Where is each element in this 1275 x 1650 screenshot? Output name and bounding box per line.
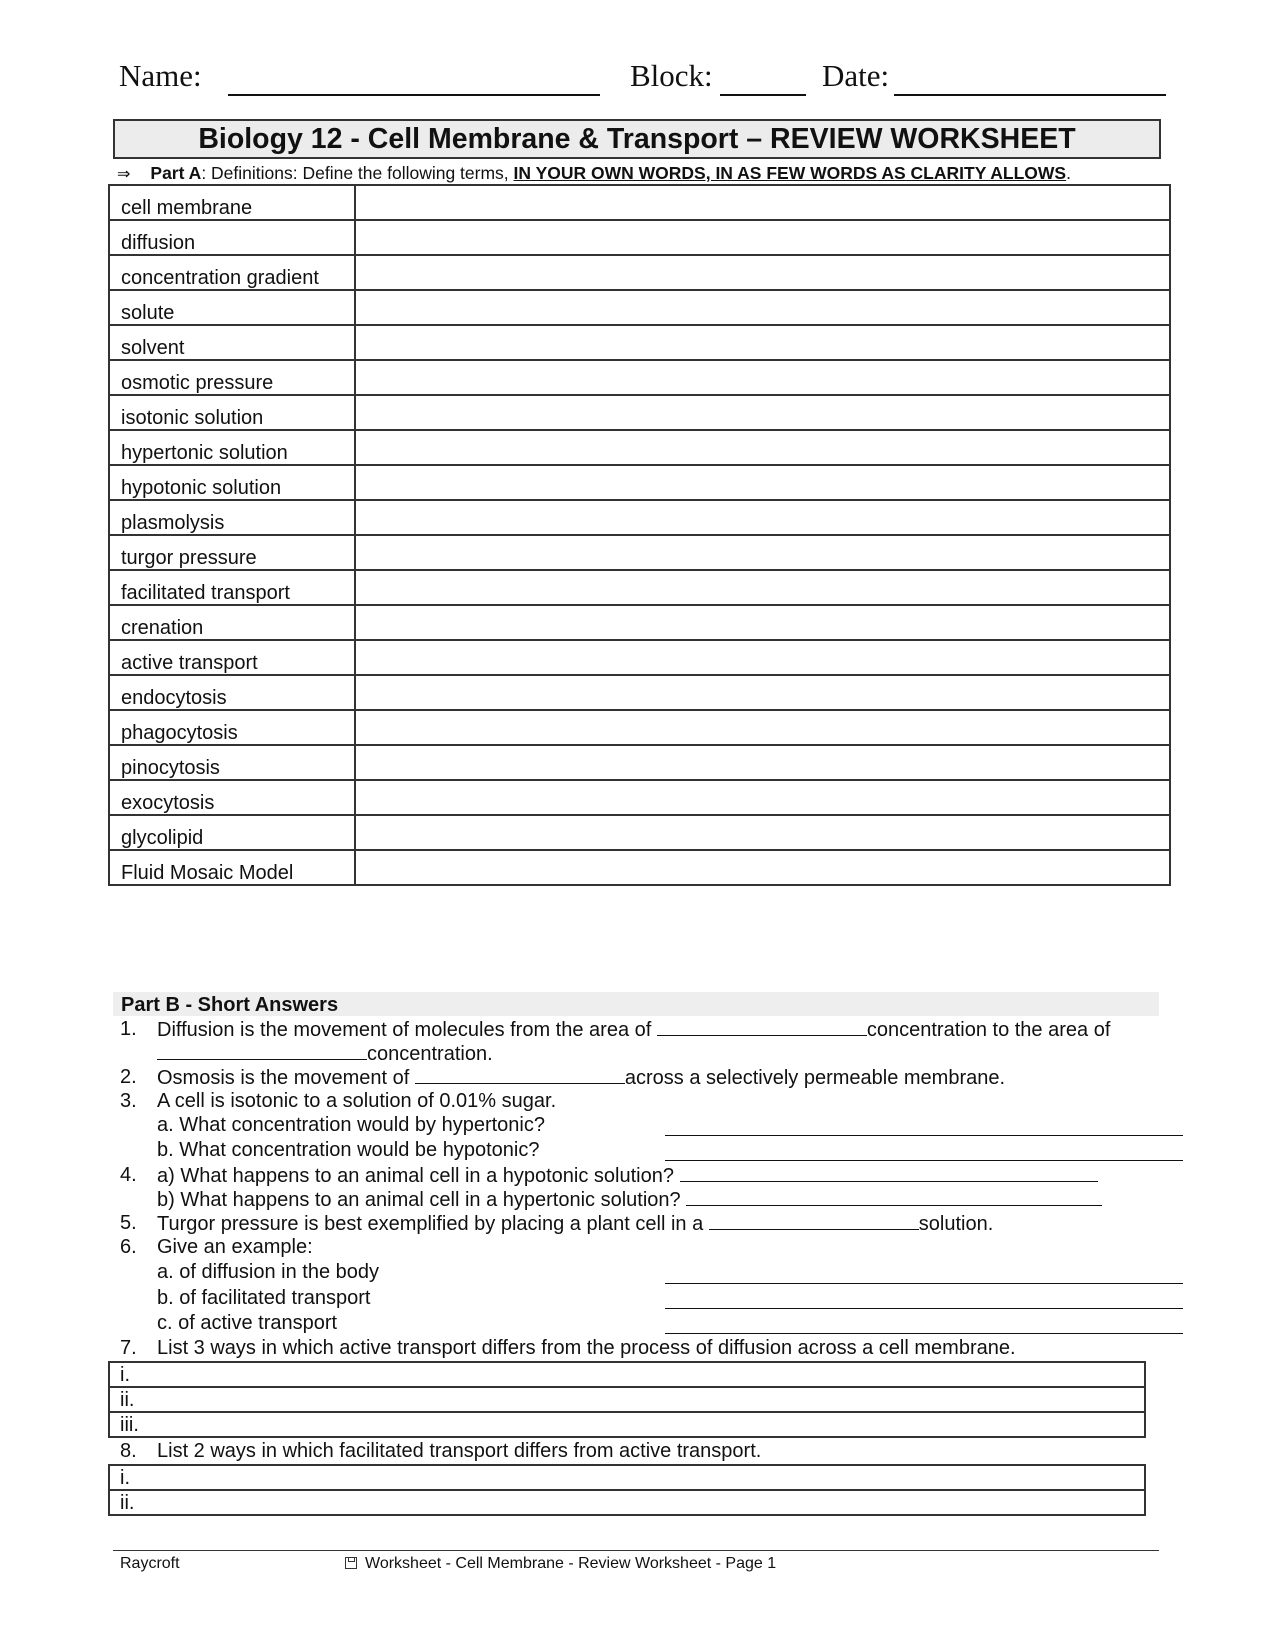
definition-answer-cell[interactable] [355, 325, 1170, 360]
definition-term: solute [109, 290, 355, 325]
q1-blank-1[interactable] [657, 1017, 867, 1036]
definition-answer-cell[interactable] [355, 430, 1170, 465]
q6a-text: a. of diffusion in the body [157, 1261, 380, 1283]
definition-row [109, 325, 1170, 360]
q4a-blank[interactable] [680, 1163, 1098, 1182]
q1-blank-2[interactable] [157, 1041, 367, 1060]
part-a-end: . [1066, 163, 1071, 183]
q3a-text: a. What concentration would by hypertonic? [157, 1114, 545, 1136]
q7-answer-cell[interactable]: iii. [109, 1412, 1145, 1437]
definition-term: osmotic pressure [109, 360, 355, 395]
q1-part-b: concentration to the area of [866, 1019, 1111, 1041]
save-disk-icon [345, 1557, 357, 1569]
definition-term: turgor pressure [109, 535, 355, 570]
definition-answer-cell[interactable] [355, 570, 1170, 605]
q4a-question: a) What happens to an animal cell in a hypotonic solution? [157, 1165, 680, 1187]
definition-term: cell membrane [109, 185, 355, 220]
definition-term: crenation [109, 605, 355, 640]
definition-row [109, 570, 1170, 605]
definition-row [109, 815, 1170, 850]
part-a-label: Part A [150, 163, 202, 183]
definition-answer-cell[interactable] [355, 710, 1170, 745]
q7-answer-table [108, 1361, 1146, 1438]
definition-answer-cell[interactable] [355, 815, 1170, 850]
definition-term: pinocytosis [109, 745, 355, 780]
definition-term: hypotonic solution [109, 465, 355, 500]
q1-number: 1. [120, 1018, 137, 1040]
q7-number: 7. [120, 1337, 137, 1359]
date-label: Date: [822, 58, 890, 93]
footer-doc-title: Worksheet - Cell Membrane - Review Worksheet - Page 1 [365, 1555, 777, 1572]
q3b-answer-line[interactable] [665, 1160, 1183, 1161]
definition-row [109, 535, 1170, 570]
q4-number: 4. [120, 1164, 137, 1186]
definition-term: endocytosis [109, 675, 355, 710]
definition-term: facilitated transport [109, 570, 355, 605]
q4b-blank[interactable] [686, 1187, 1102, 1206]
definition-row [109, 745, 1170, 780]
q8-answer-table [108, 1464, 1146, 1516]
q8-row [109, 1490, 1145, 1515]
definition-answer-cell[interactable] [355, 465, 1170, 500]
definition-row [109, 185, 1170, 220]
definition-row [109, 710, 1170, 745]
q7-text: List 3 ways in which active transport differs from the process of diffusion across a cell membrane. [157, 1337, 1016, 1359]
definition-row [109, 360, 1170, 395]
footer-author: Raycroft [120, 1555, 180, 1572]
q8-text: List 2 ways in which facilitated transport differs from active transport. [157, 1440, 762, 1462]
q6b-text: b. of facilitated transport [157, 1287, 371, 1309]
definition-answer-cell[interactable] [355, 220, 1170, 255]
definition-answer-cell[interactable] [355, 255, 1170, 290]
q4b-text [157, 1187, 1102, 1212]
definition-row [109, 640, 1170, 675]
definition-answer-cell[interactable] [355, 535, 1170, 570]
block-field[interactable] [720, 94, 806, 96]
definition-answer-cell[interactable] [355, 500, 1170, 535]
definition-row [109, 255, 1170, 290]
part-a-text: : Definitions: Define the following terms, [201, 163, 514, 183]
q2-number: 2. [120, 1066, 137, 1088]
definition-answer-cell[interactable] [355, 395, 1170, 430]
q4b-question: b) What happens to an animal cell in a hypertonic solution? [157, 1189, 687, 1211]
q1-text [157, 1017, 1110, 1042]
q1-part-c: concentration. [367, 1043, 493, 1065]
definition-row [109, 220, 1170, 255]
definitions-table [108, 184, 1171, 886]
q8-answer-cell[interactable]: i. [109, 1465, 1145, 1490]
q1-part-a: Diffusion is the movement of molecules from the area of [157, 1019, 657, 1041]
q6-text: Give an example: [157, 1236, 313, 1258]
definition-term: active transport [109, 640, 355, 675]
definition-term: concentration gradient [109, 255, 355, 290]
definition-row [109, 290, 1170, 325]
name-field[interactable] [228, 94, 600, 96]
arrow-icon: ⇒ [117, 166, 131, 183]
q7-answer-cell[interactable]: ii. [109, 1387, 1145, 1412]
q3-text: A cell is isotonic to a solution of 0.01% sugar. [157, 1090, 557, 1112]
q7-row [109, 1387, 1145, 1412]
q5-part-b: solution. [918, 1213, 994, 1235]
part-a-emphasis: IN YOUR OWN WORDS, IN AS FEW WORDS AS CLARITY ALLOWS [513, 163, 1067, 183]
worksheet-title: Biology 12 - Cell Membrane & Transport – REVIEW WORKSHEET [113, 119, 1161, 159]
q4a-text [157, 1163, 1098, 1188]
q7-row [109, 1412, 1145, 1437]
definition-answer-cell[interactable] [355, 745, 1170, 780]
date-field[interactable] [894, 94, 1166, 96]
definition-term: exocytosis [109, 780, 355, 815]
definition-answer-cell[interactable] [355, 780, 1170, 815]
q5-blank[interactable] [709, 1211, 919, 1230]
q2-text [157, 1065, 1005, 1090]
definition-row [109, 465, 1170, 500]
q3b-text: b. What concentration would be hypotonic? [157, 1139, 540, 1161]
q6c-answer-line[interactable] [665, 1333, 1183, 1334]
q8-answer-cell[interactable]: ii. [109, 1490, 1145, 1515]
definition-row [109, 780, 1170, 815]
q7-answer-cell[interactable]: i. [109, 1362, 1145, 1387]
definition-term: glycolipid [109, 815, 355, 850]
q5-text [157, 1211, 993, 1236]
part-a-instructions [117, 163, 1071, 184]
q1-text-cont [157, 1041, 493, 1066]
definition-row [109, 430, 1170, 465]
definition-answer-cell[interactable] [355, 185, 1170, 220]
definition-answer-cell[interactable] [355, 360, 1170, 395]
definition-row [109, 605, 1170, 640]
q8-number: 8. [120, 1440, 137, 1462]
q6b-answer-line[interactable] [665, 1308, 1183, 1309]
definition-answer-cell[interactable] [355, 850, 1170, 885]
definition-row [109, 395, 1170, 430]
q2-blank[interactable] [415, 1065, 625, 1084]
q6a-answer-line[interactable] [665, 1283, 1183, 1284]
definition-row [109, 850, 1170, 885]
q3-number: 3. [120, 1090, 137, 1112]
definition-term: plasmolysis [109, 500, 355, 535]
definition-answer-cell[interactable] [355, 290, 1170, 325]
footer-divider [113, 1550, 1159, 1551]
q2-part-a: Osmosis is the movement of [157, 1067, 415, 1089]
q7-row [109, 1362, 1145, 1387]
q6c-text: c. of active transport [157, 1312, 338, 1334]
definition-term: hypertonic solution [109, 430, 355, 465]
definition-answer-cell[interactable] [355, 605, 1170, 640]
definition-term: diffusion [109, 220, 355, 255]
name-label: Name: [119, 58, 202, 93]
definition-row [109, 500, 1170, 535]
definition-answer-cell[interactable] [355, 640, 1170, 675]
definition-term: isotonic solution [109, 395, 355, 430]
definition-row [109, 675, 1170, 710]
q5-number: 5. [120, 1212, 137, 1234]
q5-part-a: Turgor pressure is best exemplified by placing a plant cell in a [157, 1213, 709, 1235]
definition-term: solvent [109, 325, 355, 360]
footer-document [345, 1555, 776, 1573]
definition-term: phagocytosis [109, 710, 355, 745]
part-b-heading: Part B - Short Answers [113, 992, 1159, 1016]
block-label: Block: [630, 58, 713, 93]
q8-row [109, 1465, 1145, 1490]
definition-term: Fluid Mosaic Model [109, 850, 355, 885]
q6-number: 6. [120, 1236, 137, 1258]
q3a-answer-line[interactable] [665, 1135, 1183, 1136]
q2-part-b: across a selectively permeable membrane. [624, 1067, 1006, 1089]
definition-answer-cell[interactable] [355, 675, 1170, 710]
